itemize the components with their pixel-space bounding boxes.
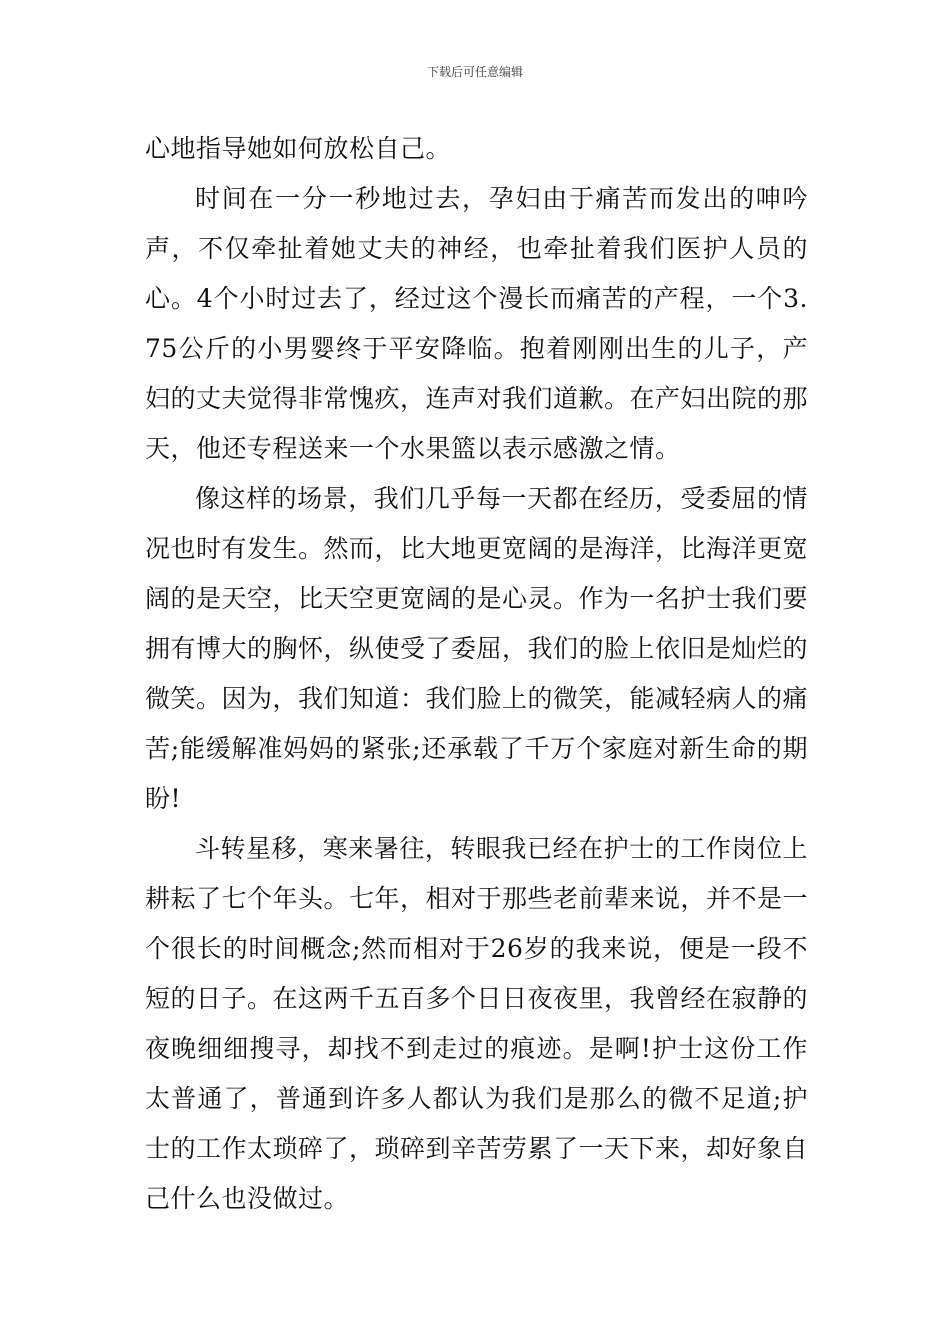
paragraph-smile: 像这样的场景，我们几乎每一天都在经历，受委屈的情况也时有发生。然而，比大地更宽阔的是海洋，比海洋更宽阔的是天空，比天空更宽阔的是心灵。作为一名护士我们要拥有博大的胸怀，纵使受了委屈，我们的脸上依旧是灿烂的微笑。因为，我们知道：我们脸上的微笑，能减轻病人的痛苦;能缓解准妈妈的紧张;还承载了千万个家庭对新生命的期盼! (145, 484, 809, 813)
paragraph-delivery: 时间在一分一秒地过去，孕妇由于痛苦而发出的呻吟声，不仅牵扯着她丈夫的神经，也牵扯着我们医护人员的心。4个小时过去了，经过这个漫长而痛苦的产程，一个3.75公斤的小男婴终于平安降临。抱着刚刚出生的儿子，产妇的丈夫觉得非常愧疚，连声对我们道歉。在产妇出院的那天，他还专程送来一个水果篮以表示感激之情。 (145, 184, 809, 463)
document-body (145, 124, 808, 1224)
paragraph-continuation: 心地指导她如何放松自己。 (145, 134, 452, 163)
paragraph-seven-years: 斗转星移，寒来暑往，转眼我已经在护士的工作岗位上耕耘了七个年头。七年，相对于那些老前辈来说，并不是一个很长的时间概念;然而相对于26岁的我来说，便是一段不短的日子。在这两千五百多个日日夜夜里，我曾经在寂静的夜晚细细搜寻，却找不到走过的痕迹。是啊!护士这份工作太普通了，普通到许多人都认为我们是那么的微不足道;护士的工作太琐碎了，琐碎到辛苦劳累了一天下来，却好象自己什么也没做过。 (145, 834, 809, 1213)
page-header: 下载后可任意编辑 (426, 65, 523, 79)
